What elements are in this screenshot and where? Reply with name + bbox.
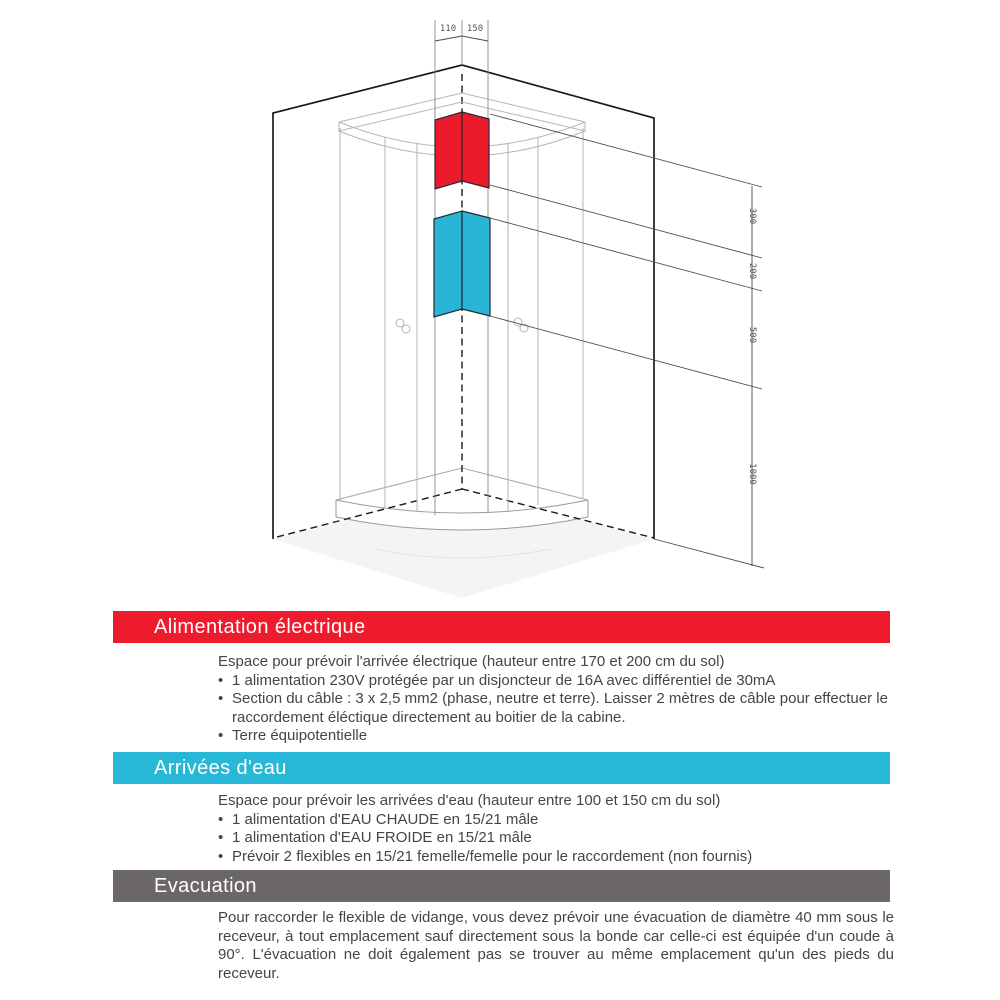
dim-label-500: 500 [747, 326, 757, 344]
water-zone-panel-right [462, 211, 490, 316]
bullet-icon: • [218, 671, 224, 689]
water-intro-line: Espace pour prévoir les arrivées d'eau (hauteur entre 100 et 150 cm du sol) [218, 792, 721, 809]
evacuation-paragraph: Pour raccorder le flexible de vidange, vous devez prévoir une évacuation de diamètre 40 mm sous le receveur, à tout emplacement sauf directement sous la bonde car celle-ci est équipée d'un coude à 90°. L'évacuation ne doit également pas se trouver au même emplacement qu'un des pieds du receveur. [218, 909, 894, 982]
bullet-icon: • [218, 690, 224, 707]
list-item [218, 672, 894, 691]
list-item [218, 811, 894, 830]
bullet-icon: • [218, 829, 224, 846]
section-body-water [218, 792, 894, 866]
section-body-electric [218, 653, 894, 746]
dim-label-150: 150 [466, 24, 484, 34]
section-title-water: Arrivées d'eau [154, 757, 287, 779]
bullet-icon: • [218, 810, 224, 828]
door-knob-left [396, 319, 410, 333]
section-body-evacuation [218, 909, 894, 983]
dim-label-200: 200 [747, 262, 757, 280]
list-item [218, 848, 894, 867]
section-title-evacuation: Evacuation [154, 875, 257, 897]
list-item [218, 829, 894, 848]
electric-bullet-1: 1 alimentation 230V protégée par un disjoncteur de 16A avec différentiel de 30mA [232, 671, 776, 689]
bullet-icon: • [218, 727, 224, 744]
electric-zone-panel [435, 112, 489, 189]
section-header-evacuation [113, 870, 890, 902]
water-zone-panel-left [434, 211, 462, 317]
electric-bullet-2: Section du câble : 3 x 2,5 mm2 (phase, neutre et terre). Laisser 2 mètres de câble pour effectuer le raccordement éléctique directement au boitier de la cabine. [232, 690, 888, 726]
water-bullet-3: Prévoir 2 flexibles en 15/21 femelle/femelle pour le raccordement (non fournis) [232, 847, 753, 865]
list-item [218, 690, 894, 727]
electric-intro-line: Espace pour prévoir l'arrivée électrique (hauteur entre 170 et 200 cm du sol) [218, 653, 725, 670]
dim-label-110: 110 [439, 24, 457, 34]
bullet-icon: • [218, 847, 224, 865]
section-title-electric: Alimentation électrique [154, 616, 366, 638]
water-zone-panel [434, 211, 490, 317]
water-bullet-1: 1 alimentation d'EAU CHAUDE en 15/21 mâle [232, 810, 539, 828]
electric-bullet-3: Terre équipotentielle [232, 727, 368, 744]
door-knob-right [514, 318, 528, 332]
electric-zone-panel-left [435, 112, 462, 189]
section-header-water [113, 752, 890, 784]
top-dimension-line [435, 36, 488, 41]
dim-label-1000: 1000 [747, 463, 757, 485]
water-bullet-2: 1 alimentation d'EAU FROIDE en 15/21 mâle [232, 829, 532, 846]
dim-label-300: 300 [747, 207, 757, 225]
electric-zone-panel-right [462, 112, 489, 188]
list-item [218, 727, 894, 746]
section-header-electric [113, 611, 890, 643]
